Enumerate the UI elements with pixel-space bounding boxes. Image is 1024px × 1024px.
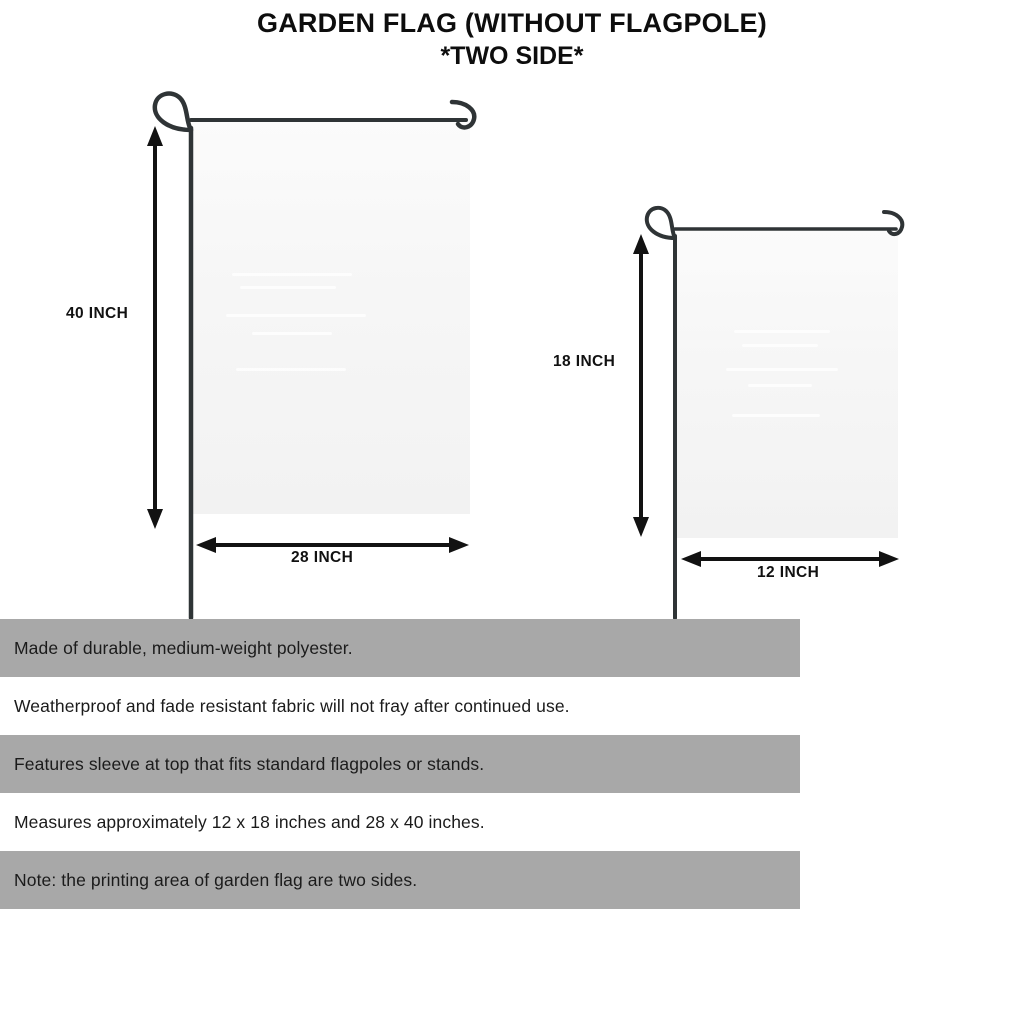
list-item: Weatherproof and fade resistant fabric will not fray after continued use. — [0, 677, 800, 735]
small-height-arrow-head-bottom — [633, 517, 649, 537]
large-width-arrow-head-left — [196, 537, 216, 553]
feature-list — [0, 619, 800, 909]
list-item: Made of durable, medium-weight polyester. — [0, 619, 800, 677]
large-flag-right-hook-icon — [452, 102, 474, 127]
list-item: Features sleeve at top that fits standard flagpoles or stands. — [0, 735, 800, 793]
small-flag-left-hook-icon — [647, 208, 675, 238]
title-line-secondary: *TWO SIDE* — [440, 42, 584, 70]
small-width-arrow-head-right — [879, 551, 899, 567]
small-flag-height-label: 18 INCH — [553, 353, 616, 370]
large-flag-left-hook-icon — [155, 94, 191, 130]
small-flag-width-label: 12 INCH — [757, 564, 820, 581]
title-line-primary: GARDEN FLAG (WITHOUT FLAGPOLE) — [257, 8, 767, 38]
list-item: Measures approximately 12 x 18 inches and 28 x 40 inches. — [0, 793, 800, 851]
large-flag-height-label: 40 INCH — [66, 305, 129, 322]
large-width-arrow-head-right — [449, 537, 469, 553]
large-height-arrow-head-top — [147, 126, 163, 146]
large-height-arrow-head-bottom — [147, 509, 163, 529]
large-flag-width-label: 28 INCH — [291, 549, 354, 566]
list-item: Note: the printing area of garden flag are two sides. — [0, 851, 800, 909]
small-width-arrow-head-left — [681, 551, 701, 567]
small-height-arrow-head-top — [633, 234, 649, 254]
